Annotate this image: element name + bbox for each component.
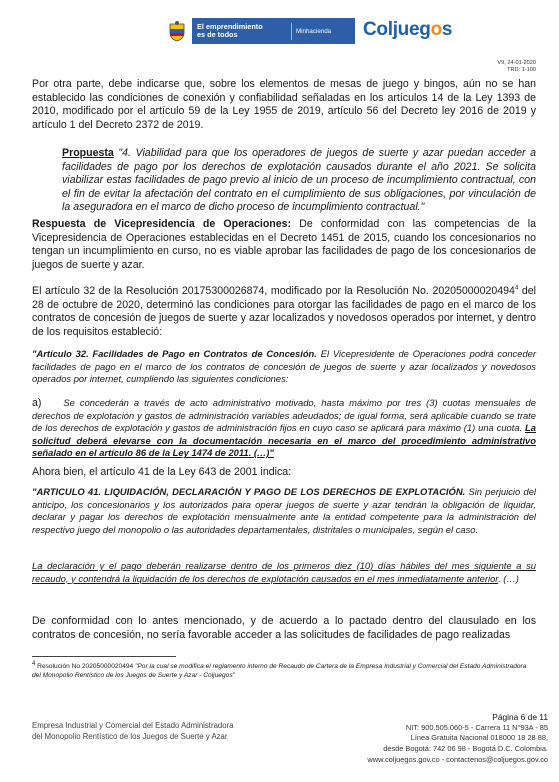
- footer-entity: Empresa Industrial y Comercial del Estado Administradora del Monopolio Rentístico de los Juegos de Suerte y Azar: [32, 721, 234, 741]
- law-643-intro: Ahora bien, el artículo 41 de la Ley 643 de 2001 indica:: [32, 466, 292, 478]
- page-number: Página 6 de 11: [492, 712, 548, 722]
- article-41-paragraph-2: La declaración y el pago deberán realizarse dentro de los primeros diez (10) días hábiles del mes siguiente a su recaudo, y contendrá la liquidación de los derechos de explotación causados en el mes inmediatamente anterior. (…): [32, 560, 536, 584]
- item-letter: a): [32, 397, 42, 409]
- document-version: V9, 24-01-2020 TRD: 1-100: [497, 60, 536, 73]
- footnote-divider: [32, 656, 176, 657]
- coljuegos-logo: Coljuegos: [363, 19, 453, 40]
- footnote: $^4$ Resolución No 20205000020494 "Por la cual se modifica el reglamento interno de Recaudo de Cartera de la Empresa Industrial y Comercial del Estado Administradora del Monopolio Rentístico de los Juegos de Suerte y Azar - Coljuegos": [32, 660, 527, 680]
- banner-slogan: El emprendimiento es de todos: [197, 21, 263, 39]
- ministry-label: Minhacienda: [296, 27, 332, 35]
- article-32-item-a: a) Se concederán a través de acto administrativo motivado, hasta máximo por tres (3) cuotas mensuales de derechos de explotación y gastos de administración variables adeudados; de igual forma, será aplicable cuando se trate de los derechos de explotación y gastos de administración fijos en cuyo caso se aplicará para máximo (1) una cuota. La solicitud deberá elevarse con la documentación necesaria en el marco del procedimiento administrativo señalado en el artículo 86 de la Ley 1474 de 2011. (…)": [32, 397, 536, 459]
- proposal-label: Propuesta: [62, 147, 114, 159]
- article-32-title: "Artículo 32. Facilidades de Pago en Contratos de Concesión.: [32, 348, 317, 359]
- footer-contact: Página 6 de 11 NIT: 900.505.060-5 - Carrera 11 N°93A - 85 Línea Gratuita Nacional 018000 18 28 88, desde Bogotá: 742 06 98 - Bogotá D.C. Colombia. www.coljuegos.gov.co - contactenos@coljuegos.gov.co: [300, 712, 548, 766]
- proposal-paragraph: Propuesta "4. Viabilidad para que los operadores de juegos de suerte y azar puedan acceder a facilidades de pago por los derechos de explotación causados durante el año 2021. Se solicita viabilizar estas facilidades de pago previo al inicio de un proceso de incumplimiento contractual, con el fin de evitar la afectación del contrato en el cumplimiento de sus obligaciones, por vinculación de la aseguradora en el marco de dicho proceso de incumplimiento contractual.": [62, 147, 536, 214]
- article-41-quote: "ARTICULO 41. LIQUIDACIÓN, DECLARACIÓN Y PAGO DE LOS DERECHOS DE EXPLOTACIÓN. Sin perjuicio del anticipo, los concesionarios y los autorizados para operar juegos de suerte y azar tendrán la obligación de liquidar, declarar y pagar los derechos de explotación mensualmente ante la entidad competente para la administración del respectivo juego del monopolio o las autoridades departamentales, distritales o municipales, según el caso.: [32, 486, 536, 535]
- colombia-seal-icon: [162, 18, 192, 44]
- article-32-quote: "Artículo 32. Facilidades de Pago en Contratos de Concesión. El Vicepresidente de Operaciones podrá conceder facilidades de pago en el marco de los contratos de concesión de juegos de suerte y azar localizados y novedosos operados por internet, cumpliendo las siguientes condiciones:: [32, 348, 536, 385]
- banner-divider: [291, 23, 292, 40]
- response-label: Respuesta de Vicepresidencia de Operaciones:: [32, 218, 292, 230]
- response-paragraph: Respuesta de Vicepresidencia de Operaciones: De conformidad con las competencias de la Vicepresidencia de Operaciones establecidas en el Decreto 1451 de 2015, cuando los concesionarios no tengan un incumplimiento en curso, no es viable aprobar las facilidades de pago de los concesionarios de juegos de suerte y azar.: [32, 218, 536, 271]
- resolution-paragraph: El artículo 32 de la Resolución 20175300026874, modificado por la Resolución No. 20205000020494$^4$ del 28 de octubre de 2020, determinó las condiciones para otorgar las facilidades de pago en el marco de los contratos de concesión de juegos de suerte y azar localizados y novedosos operados por internet, y dentro de los requisitos estableció:: [32, 285, 536, 338]
- conclusion-paragraph: De conformidad con lo antes mencionado, y de acuerdo a lo pactado dentro del clausulado en los contratos de concesión, no sería favorable acceder a las solicitudes de facilidades de pago realizadas: [32, 615, 536, 641]
- item-a-emphasis: La solicitud deberá elevarse con la documentación necesaria en el marco del procedimiento administrativo señalado en el artículo 86 de la Ley 1474 de 2011. (…)": [32, 422, 536, 459]
- article-41-title: "ARTICULO 41. LIQUIDACIÓN, DECLARACIÓN Y PAGO DE LOS DERECHOS DE EXPLOTACIÓN.: [32, 486, 466, 497]
- government-banner: [162, 18, 355, 44]
- paragraph-conditions: Por otra parte, debe indicarse que, sobre los elementos de mesas de juego y bingos, aún no se han establecido las condiciones de conexión y confiabilidad señaladas en los artículos 14 de la Ley 1393 de 2010, modificado por el artículo 59 de la Ley 1955 de 2019, artículo 56 del Decreto ley 2016 de 2019 y artículo 1 del Decreto 2372 de 2019.: [32, 78, 536, 131]
- website-link[interactable]: www.coljuegos.gov.co - contactenos@coljuegos.gov.co: [367, 754, 548, 764]
- footnote-ref: 4: [514, 285, 519, 292]
